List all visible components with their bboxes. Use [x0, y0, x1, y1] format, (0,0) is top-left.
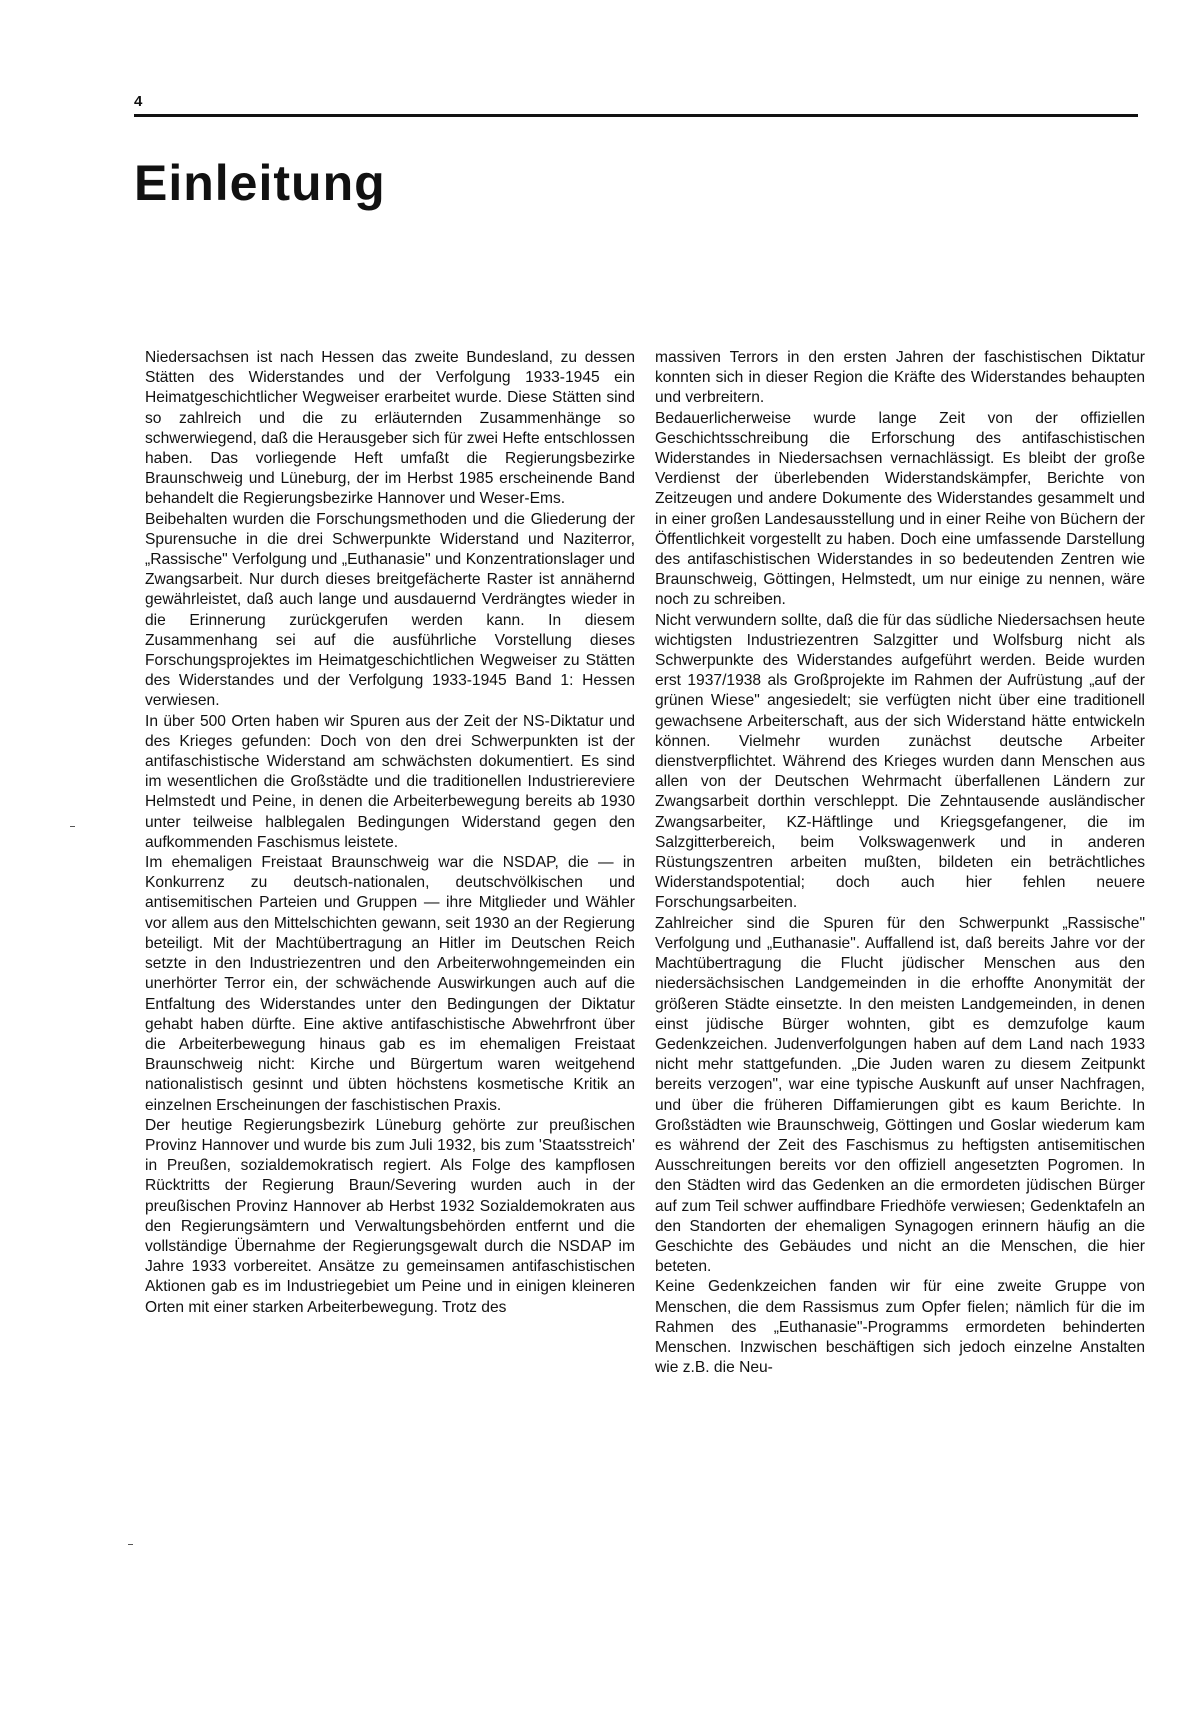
left-paragraph-3: In über 500 Orten haben wir Spuren aus der Zeit der NS-Diktatur und des Krieges gefunden: Doch von den drei Schwerpunkten ist der antifaschistische Widerstand am schwächsten dokumentiert. Es sind im wesentlichen die Großstädte und die traditionellen Industriereviere Helmstedt und Peine, in denen die Arbeiterbewegung bereits ab 1930 unter teilweise halblegalen Bedingungen Widerstand gegen den aufkommenden Faschismus leistete. — [145, 712, 635, 851]
right-paragraph-1: massiven Terrors in den ersten Jahren der faschistischen Diktatur konnten sich in dieser Region die Kräfte des Widerstandes behaupten und verbreitern. — [655, 349, 1145, 407]
left-paragraph-2: Beibehalten wurden die Forschungsmethoden und die Gliederung der Spurensuche in die drei Schwerpunkte Widerstand und Naziterror, „Rassische" Verfolgung und „Euthanasie" und Konzentrationslager und Zwangsarbeit. Nur durch dieses breitgefächerte Raster ist annähernd gewährleistet, daß auch lange und ausdauernd Verdrängtes wieder in die Erinnerung zurückgerufen werden kann. In diesem Zusammenhang sei auf die ausführliche Vorstellung dieses Forschungsprojektes im Heimatgeschichtlichen Wegweiser zu Stätten des Widerstandes und der Verfolgung 1933-1945 Band 1: Hessen verwiesen. — [145, 510, 635, 710]
left-paragraph-1: Niedersachsen ist nach Hessen das zweite Bundesland, zu dessen Stätten des Widerstandes und der Verfolgung 1933-1945 ein Heimatgeschichtlicher Wegweiser erarbeitet wurde. Diese Stätten sind so zahlreich und die zu erläuternden Zusammenhänge so schwerwiegend, daß die Herausgeber sich für zwei Hefte entschlossen haben. Das vorliegende Heft umfaßt die Regierungsbezirke Braunschweig und Lüneburg, der im Herbst 1985 erscheinende Band behandelt die Regierungsbezirke Hannover und Weser-Ems. — [145, 349, 635, 508]
left-paragraph-5: Der heutige Regierungsbezirk Lüneburg gehörte zur preußischen Provinz Hannover und wurde bis zum Juli 1932, bis zum 'Staatsstreich' in Preußen, sozialdemokratisch regiert. Als Folge des kampflosen Rücktritts der Regierung Braun/Severing wurden auch in der preußischen Provinz Hannover ab Herbst 1932 Sozialdemokraten aus den Regierungsämtern und Verwaltungsbehörden entfernt und die vollständige Übernahme der Regierungsgewalt durch die NSDAP im Jahre 1933 vorbereitet. Ansätze zu gemeinsamen antifaschistischen Aktionen gab es im Industriegebiet um Peine und in einigen kleineren Orten mit einer starken Arbeiterbewegung. Trotz des — [145, 1116, 635, 1316]
right-paragraph-2: Bedauerlicherweise wurde lange Zeit von der offiziellen Geschichtsschreibung die Erforschung des antifaschistischen Widerstandes in Niedersachsen vernachlässigt. Es bleibt der große Verdienst der überlebenden Widerstandskämpfer, Berichte von Zeitzeugen und andere Dokumente des Widerstandes gesammelt und in einer großen Landesausstellung und in einer Reihe von Büchern der Öffentlichkeit vorgestellt zu haben. Doch eine umfassende Darstellung des antifaschistischen Widerstandes in so bedeutenden Zentren wie Braunschweig, Göttingen, Helmstedt, um nur einige zu nennen, wäre noch zu schreiben. — [655, 409, 1145, 609]
header-rule — [134, 114, 1138, 117]
right-paragraph-3: Nicht verwundern sollte, daß die für das südliche Niedersachsen heute wichtigsten Industriezentren Salzgitter und Wolfsburg nicht als Schwerpunkte des Widerstandes aufgeführt werden. Beide wurden erst 1937/1938 als Großprojekte im Rahmen der Aufrüstung „auf der grünen Wiese" angesiedelt; sie verfügten nicht über eine traditionell gewachsene Arbeiterschaft, aus der sich Widerstand hätte entwickeln können. Vielmehr wurden zunächst deutsche Arbeiter dienstverpflichtet. Während des Krieges wurden dann Menschen aus allen von der Deutschen Wehrmacht überfallenen Ländern zur Zwangsarbeit dorthin verschleppt. Die Zehntausende ausländischer Zwangsarbeiter, KZ-Häftlinge und Kriegsgefangener, die im Salzgitterbereich, beim Volkswagenwerk und in anderen Rüstungszentren arbeiten mußten, bildeten ein beträchtliches Widerstandspotential; doch auch hier fehlen neuere Forschungsarbeiten. — [655, 611, 1145, 912]
left-column — [145, 348, 635, 1318]
page-title: Einleitung — [134, 155, 386, 211]
page-number: 4 — [134, 93, 143, 110]
right-paragraph-4: Zahlreicher sind die Spuren für den Schwerpunkt „Rassische" Verfolgung und „Euthanasie". Auffallend ist, daß bereits Jahre vor der Machtübertragung die Flucht jüdischer Menschen aus den niedersächsischen Landgemeinden in die erhoffte Anonymität der größeren Städte einsetzte. In den meisten Landgemeinden, in denen einst jüdische Bürger wohnten, gibt es demzufolge kaum Gedenkzeichen. Judenverfolgungen haben auf dem Land nach 1933 nicht mehr stattgefunden. „Die Juden waren zu diesem Zeitpunkt bereits verzogen", war eine typische Auskunft auf unser Nachfragen, und über die früheren Diffamierungen gibt es kaum Berichte. In Großstädten wie Braunschweig, Göttingen und Goslar wiederum kam es während der Zeit des Faschismus zu heftigsten antisemitischen Ausschreitungen bereits vor den offiziell angesetzten Pogromen. In den Städten wird das Gedenken an die ermordeten jüdischen Bürger auf zum Teil schwer auffindbare Friedhöfe verwiesen; Gedenktafeln an den Standorten der ehemaligen Synagogen erinnern häufig an die Geschichte des Gebäudes und nicht an die Menschen, die hier beteten. — [655, 914, 1145, 1276]
margin-mark — [70, 826, 75, 827]
right-column — [655, 348, 1145, 1378]
left-paragraph-4: Im ehemaligen Freistaat Braunschweig war die NSDAP, die — in Konkurrenz zu deutsch-nationalen, deutschvölkischen und antisemitischen Parteien und Gruppen — ihre Mitglieder und Wähler vor allem aus den Mittelschichten gewann, seit 1930 an der Regierung beteiligt. Mit der Machtübertragung an Hitler im Deutschen Reich setzte in den Industriezentren und den Arbeiterwohngemeinden ein unerhörter Terror ein, der schwächende Auswirkungen auch auf die Entfaltung des Widerstandes unter den Bedingungen der Diktatur gehabt haben dürfte. Eine aktive antifaschistische Abwehrfront über die Arbeiterbewegung hinaus gab es im ehemaligen Freistaat Braunschweig nicht: Kirche und Bürgertum waren weitgehend nationalistisch gesinnt und übten höchstens kosmetische Kritik an einzelnen Erscheinungen der faschistischen Praxis. — [145, 854, 635, 1114]
right-paragraph-5: Keine Gedenkzeichen fanden wir für eine zweite Gruppe von Menschen, die dem Rassismus zum Opfer fielen; nämlich für die im Rahmen des „Euthanasie"-Programms ermordeten behinderten Menschen. Inzwischen beschäftigen sich jedoch einzelne Anstalten wie z.B. die Neu- — [655, 1278, 1145, 1377]
margin-mark — [128, 1544, 133, 1545]
